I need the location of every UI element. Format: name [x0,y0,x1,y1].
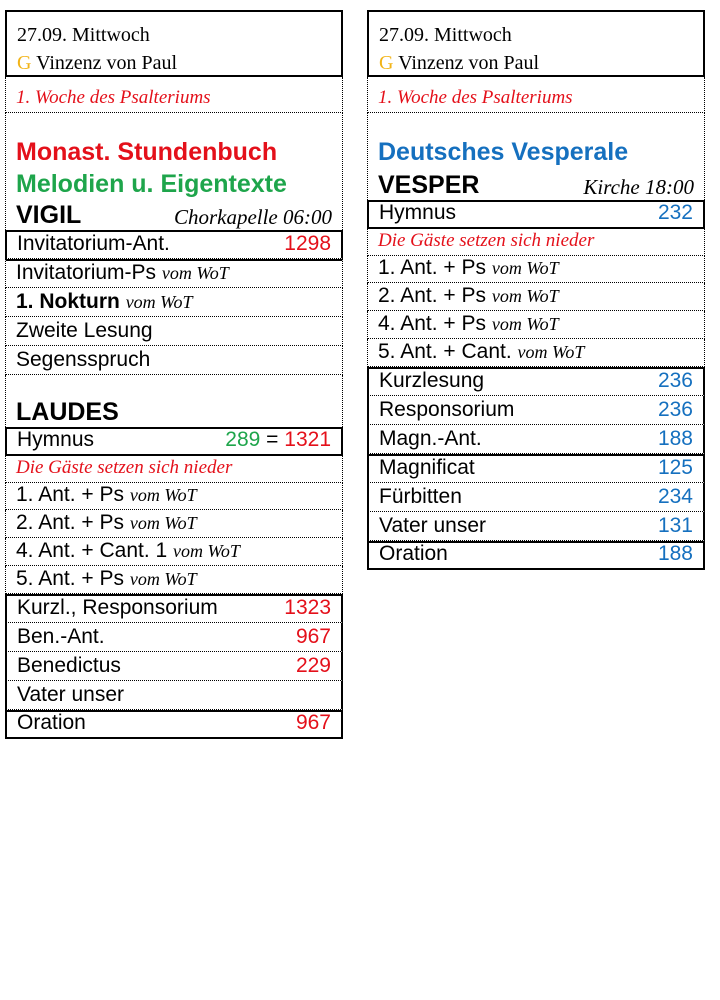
row-suffix: vom WoT [129,513,197,533]
vesper-header [367,113,705,200]
vesper-row-fuerbitten [367,483,705,512]
row-suffix: vom WoT [517,342,585,362]
row-label: 4. Ant. + Ps [378,312,486,335]
guests-note: Die Gäste setzen sich nieder [16,457,233,478]
page-number: 125 [657,456,693,479]
row-label: 1. Nokturn [16,290,120,313]
right-column [367,10,705,570]
row-label: 1. Ant. + Ps [378,256,486,279]
row-label: 5. Ant. + Ps [16,567,124,590]
page-number: 234 [657,485,693,508]
vigil-location: Chorkapelle 06:00 [173,205,332,229]
row-label: 1. Ant. + Ps [16,483,124,506]
psalter-week: 1. Woche des Psalteriums [5,77,343,113]
feast-rank-mark: G [379,52,394,74]
row-label: Zweite Lesung [16,319,153,342]
page-number: 289 [225,428,261,451]
row-label: Kurzlesung [379,369,485,392]
row-suffix: vom WoT [125,292,193,312]
row-label: Vater unser [379,514,486,537]
vesper-row-magn-ant [367,425,705,454]
row-label: Invitatorium-Ps [16,261,157,284]
row-label: Vater unser [17,683,124,706]
left-column [5,10,343,739]
row-suffix: vom WoT [129,485,197,505]
row-label: Oration [379,542,448,565]
row-label: Kurzl., Responsorium [17,596,218,619]
row-label: Magn.-Ant. [379,427,482,450]
book-title-melodien: Melodien u. Eigentexte [16,170,287,198]
equals-sign: = [266,428,279,451]
feast-rank-mark: G [17,52,32,74]
page-number: 232 [657,201,693,224]
laudes-row-hymnus [5,427,343,456]
laudes-row-kurzlesung [5,594,343,623]
laudes-row-ben-ant [5,623,343,652]
page-number: 236 [657,398,693,421]
feast-name: Vinzenz von Paul [36,52,178,74]
laudes-row-vater-unser [5,681,343,710]
page-number: 131 [657,514,693,537]
hymnus-pages [225,428,331,452]
vesper-title: VESPER [378,171,480,199]
laudes-row-benedictus [5,652,343,681]
laudes-psalm-3 [5,538,343,566]
guests-note: Die Gäste setzen sich nieder [378,230,595,251]
row-label: 5. Ant. + Cant. [378,340,512,363]
book-title-monast: Monast. Stundenbuch [16,138,278,166]
row-label: Hymnus [379,201,457,224]
vesper-psalm-4 [367,339,705,367]
page-number: 1321 [284,428,331,451]
vigil-row-invitatorium-ps [5,259,343,288]
vesper-guests-note [367,229,705,256]
vesper-row-responsorium [367,396,705,425]
vesper-psalm-1 [367,256,705,283]
laudes-header [5,375,343,427]
feast-line [379,49,693,77]
row-suffix: vom WoT [491,258,559,278]
laudes-row-oration [5,710,343,739]
vigil-hour [16,200,332,230]
page-number: 236 [657,369,693,392]
vigil-row-lesung [5,317,343,346]
vesper-row-oration [367,541,705,570]
page-number: 967 [295,625,331,648]
date-box-right [367,10,705,77]
row-label: Oration [17,711,86,734]
row-suffix: vom WoT [491,314,559,334]
vigil-header [5,113,343,230]
row-label: 2. Ant. + Ps [16,511,124,534]
vesper-row-vater-unser [367,512,705,541]
row-suffix: vom WoT [173,541,240,561]
vigil-row-invitatorium-ant [5,230,343,259]
date-label: 27.09. Mittwoch [379,24,512,46]
vigil-title: VIGIL [16,201,82,229]
row-label: Responsorium [379,398,515,421]
row-label: Fürbitten [379,485,462,508]
laudes-psalm-1 [5,483,343,510]
vigil-row-segensspruch [5,346,343,375]
row-label: 2. Ant. + Ps [378,284,486,307]
vesper-row-magnificat [367,454,705,483]
page-number: 1323 [284,596,331,619]
vesper-row-hymnus [367,200,705,229]
vesper-psalm-2 [367,283,705,311]
laudes-psalm-4 [5,566,343,594]
row-label: Hymnus [17,428,95,451]
row-label: Ben.-Ant. [17,625,105,648]
psalter-week: 1. Woche des Psalteriums [367,77,705,113]
page-number: 188 [657,542,693,565]
vesper-psalm-3 [367,311,705,339]
laudes-guests-note [5,456,343,483]
row-label: Segensspruch [16,348,151,371]
page-number: 188 [657,427,693,450]
feast-name: Vinzenz von Paul [398,52,540,74]
row-label: 4. Ant. + Cant. 1 [16,539,168,562]
row-suffix: vom WoT [491,286,559,306]
row-label: Invitatorium-Ant. [17,232,170,255]
feast-line [17,49,331,77]
row-label: Benedictus [17,654,121,677]
page-number: 229 [295,654,331,677]
date-label: 27.09. Mittwoch [17,24,150,46]
vesper-location: Kirche 18:00 [583,175,694,199]
page-number: 967 [295,711,331,734]
laudes-title: LAUDES [16,398,119,426]
row-suffix: vom WoT [161,263,229,283]
vesper-row-kurzlesung [367,367,705,396]
laudes-hour [16,397,332,427]
row-label: Magnificat [379,456,475,479]
laudes-psalm-2 [5,510,343,538]
date-box-left [5,10,343,77]
row-suffix: vom WoT [129,569,197,589]
vesper-hour [378,168,694,200]
book-title-vesperale: Deutsches Vesperale [378,138,629,166]
page-number: 1298 [284,232,331,255]
vigil-row-nokturn [5,288,343,317]
